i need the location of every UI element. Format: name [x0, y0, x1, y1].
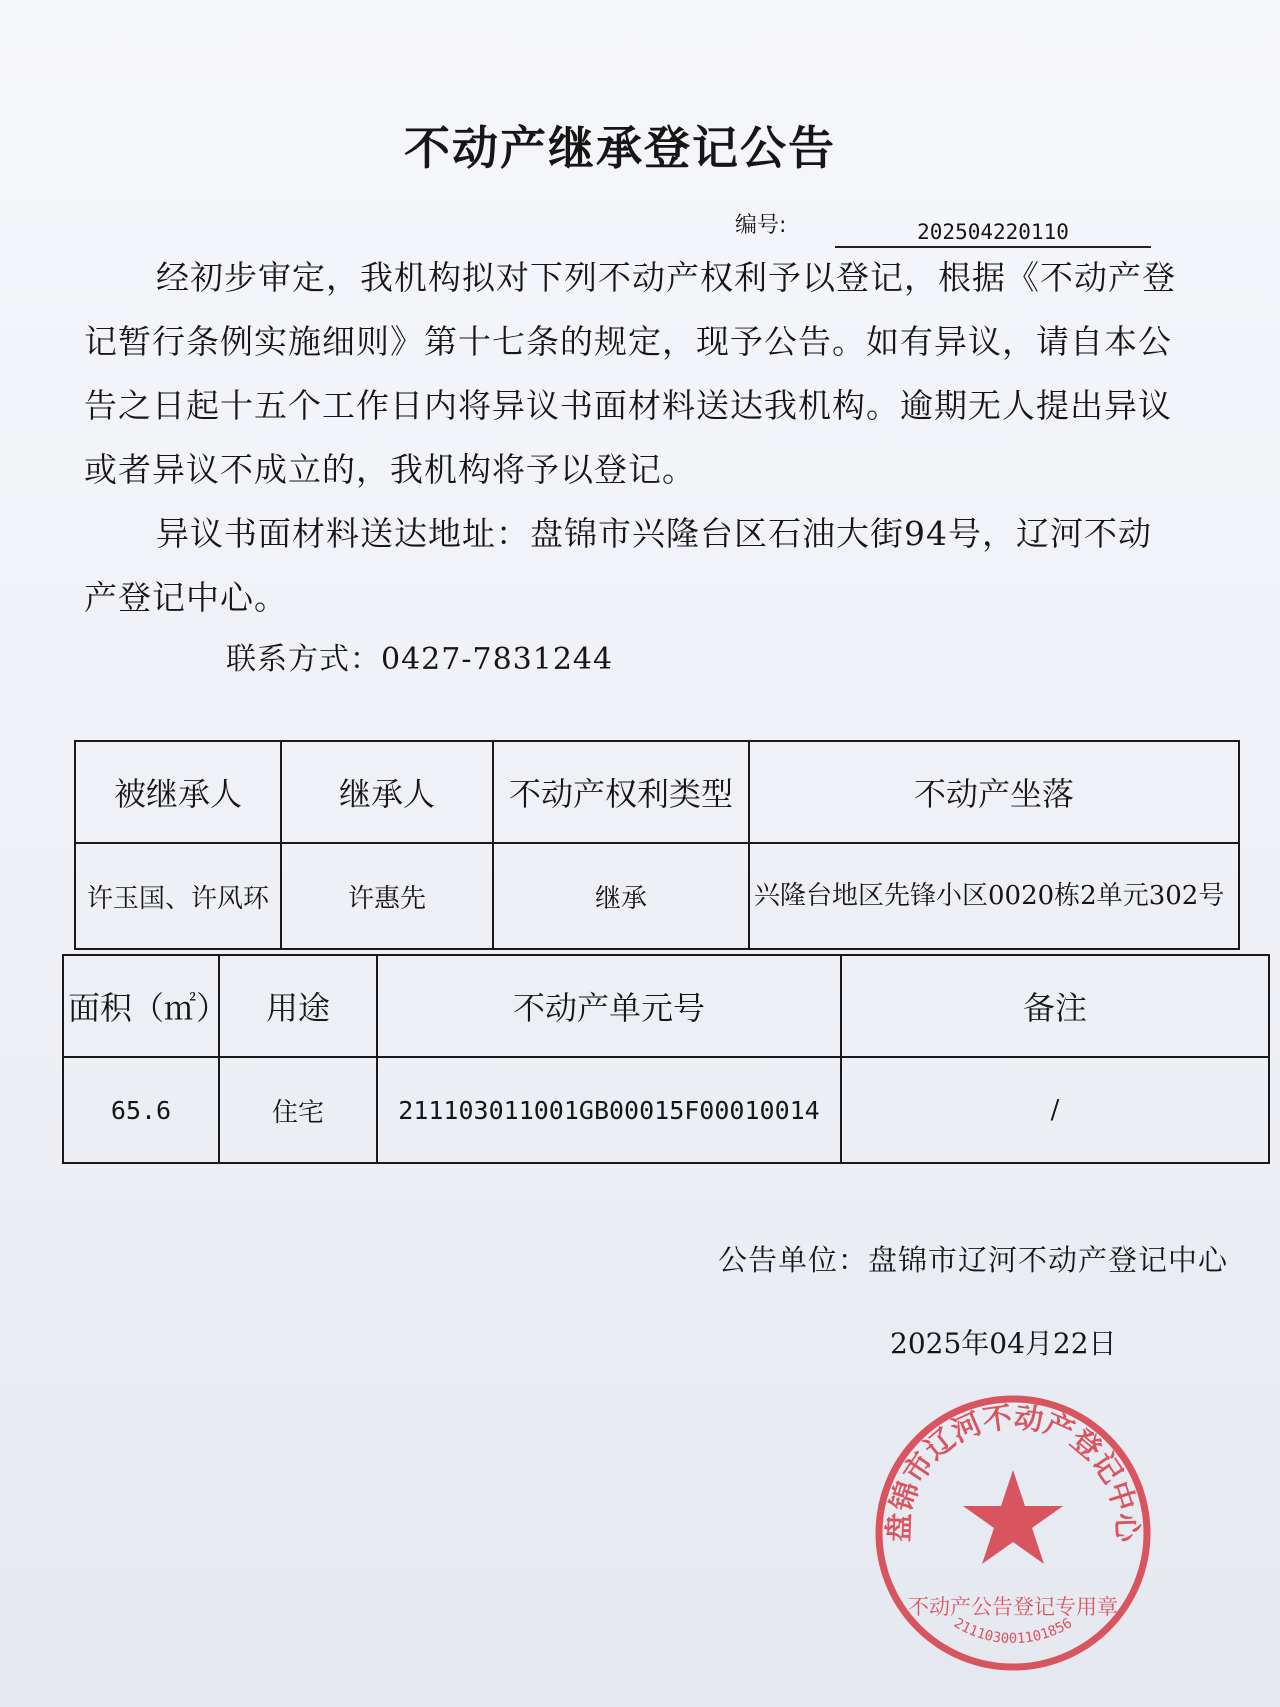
- cell-remarks: /: [841, 1057, 1269, 1163]
- star-icon: [963, 1470, 1063, 1564]
- property-unit-table: [62, 954, 1270, 1164]
- official-seal: [868, 1388, 1158, 1678]
- header-heir: 继承人: [281, 741, 493, 843]
- seal-inner-text: 不动产公告登记专用章: [908, 1595, 1118, 1619]
- seal-outer-text: 盘锦市辽河不动产登记中心: [881, 1399, 1145, 1543]
- property-info-table: [74, 740, 1240, 950]
- cell-unit-number: 211103011001GB00015F00010014: [377, 1057, 841, 1163]
- document-title: 不动产继承登记公告: [404, 121, 836, 175]
- serial-label: 编号:: [735, 213, 787, 238]
- cell-decedent: 许玉国、许风环: [75, 843, 281, 949]
- issue-date: 2025年04月22日: [890, 1327, 1117, 1360]
- serial-number: 202504220110: [835, 220, 1151, 248]
- seal-code: 211103001101856: [951, 1615, 1075, 1648]
- cell-location: 兴隆台地区先锋小区0020栋2单元302号: [749, 843, 1239, 949]
- issuing-authority: 公告单位：盘锦市辽河不动产登记中心: [718, 1243, 1229, 1277]
- header-usage: 用途: [219, 955, 377, 1057]
- header-unit-number: 不动产单元号: [377, 955, 841, 1057]
- contact-info: 联系方式：0427-7831244: [226, 642, 614, 677]
- header-area: 面积（㎡）: [63, 955, 219, 1057]
- cell-right-type: 继承: [493, 843, 749, 949]
- cell-usage: 住宅: [219, 1057, 377, 1163]
- header-remarks: 备注: [841, 955, 1269, 1057]
- cell-heir: 许惠先: [281, 843, 493, 949]
- header-location: 不动产坐落: [749, 741, 1239, 843]
- notice-paragraph: 经初步审定，我机构拟对下列不动产权利予以登记，根据《不动产登记暂行条例实施细则》第十七条的规定，现予公告。如有异议，请自本公告之日起十五个工作日内将异议书面材料送达我机构。逾期无人提出异议或者异议不成立的，我机构将予以登记。: [84, 258, 1176, 489]
- header-decedent: 被继承人: [75, 741, 281, 843]
- cell-area: 65.6: [63, 1057, 219, 1163]
- header-right-type: 不动产权利类型: [493, 741, 749, 843]
- objection-address-paragraph: 异议书面材料送达地址：盘锦市兴隆台区石油大街94号，辽河不动产登记中心。: [84, 514, 1152, 617]
